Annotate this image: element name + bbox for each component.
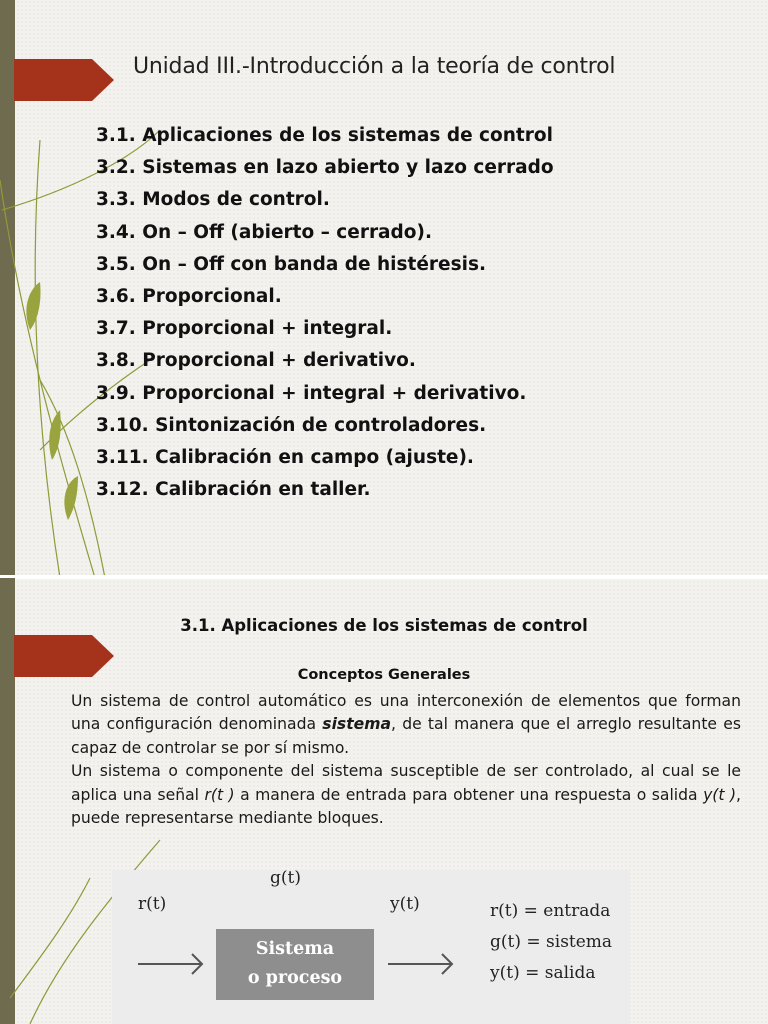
p1-emphasis: sistema (322, 715, 391, 734)
title-accent-tab (14, 59, 114, 101)
slide-2 (0, 578, 768, 1024)
list-item: 3.6. Proporcional. (96, 286, 282, 308)
left-bar (0, 578, 15, 1024)
topic-list (96, 120, 554, 506)
slide-title: Unidad III.-Introducción a la teoría de control (133, 54, 616, 79)
legend-item: r(t) = entrada (490, 901, 611, 921)
block-diagram (112, 870, 630, 1024)
list-item: 3.8. Proporcional + derivativo. (96, 350, 416, 372)
list-item: 3.9. Proporcional + integral + derivativo. (96, 382, 527, 404)
section-subheading: Conceptos Generales (297, 667, 471, 683)
list-item: 3.3. Modos de control. (96, 189, 330, 211)
list-item: 3.11. Calibración en campo (ajuste). (96, 447, 474, 469)
system-block-line-2: o proceso (247, 968, 343, 988)
list-item: 3.2. Sistemas en lazo abierto y lazo cerrado (96, 157, 554, 179)
p2-text-c: , puede representarse mediante bloques. (71, 785, 742, 828)
body-text (71, 690, 741, 830)
list-item: 3.12. Calibración en taller. (96, 479, 371, 501)
legend-item: y(t) = salida (490, 963, 596, 983)
legend (490, 896, 612, 989)
left-bar (0, 0, 15, 578)
system-block (216, 929, 374, 1000)
list-item: 3.5. On – Off con banda de histéresis. (96, 253, 486, 275)
output-label: y(t) (390, 894, 420, 914)
paragraph-2 (71, 760, 741, 830)
input-label: r(t) (138, 894, 167, 914)
p2-signal-in: r(t ) (204, 785, 235, 804)
paragraph-1 (71, 690, 741, 760)
system-function-label: g(t) (270, 868, 301, 888)
p2-signal-out: y(t ) (703, 785, 737, 804)
system-block-line-1: Sistema (255, 939, 335, 959)
list-item: 3.7. Proporcional + integral. (96, 318, 393, 340)
p1-text-a: Un sistema de control automático es una interconexión de elementos que forman una configuración denominada (71, 692, 741, 734)
list-item: 3.10. Sintonización de controladores. (96, 414, 487, 436)
p1-text-b: , de tal manera que el arreglo resultante es capaz de controlar se por sí mismo. (71, 715, 741, 757)
p2-text-a: Un sistema o componente del sistema susceptible de ser controlado, al cual se le aplica una señal (71, 762, 741, 804)
section-heading: 3.1. Aplicaciones de los sistemas de control (180, 616, 588, 635)
list-item: 3.4. On – Off (abierto – cerrado). (96, 221, 432, 243)
list-item: 3.1. Aplicaciones de los sistemas de control (96, 125, 553, 146)
p2-text-b: a manera de entrada para obtener una respuesta o salida (234, 785, 704, 804)
legend-item: g(t) = sistema (490, 932, 613, 952)
